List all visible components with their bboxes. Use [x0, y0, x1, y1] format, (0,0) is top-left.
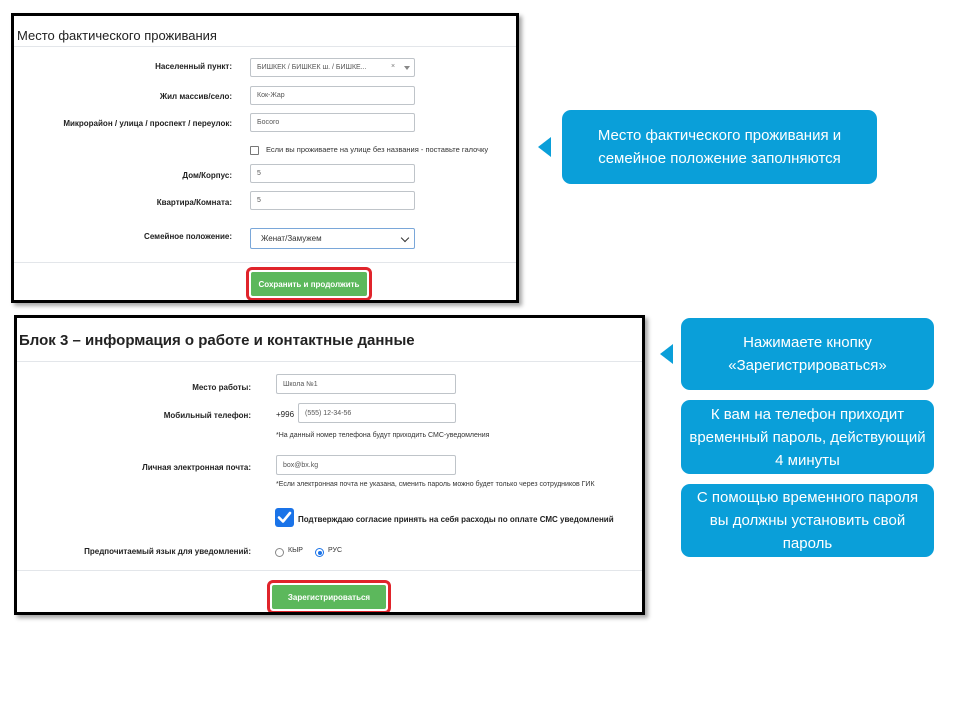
consent-label: Подтверждаю согласие принять на себя расходы по оплате СМС уведомлений [298, 515, 614, 524]
callout-register: Нажимаете кнопку «Зарегистрироваться» [681, 318, 934, 390]
block3-section-title: Блок 3 – информация о работе и контактные данные [19, 332, 415, 349]
street-input[interactable] [250, 113, 415, 132]
work-label: Место работы: [192, 383, 251, 392]
massiv-input[interactable] [250, 86, 415, 105]
contacts-form-screenshot [14, 315, 645, 615]
email-value: box@bx.kg [283, 461, 319, 469]
callout-residence: Место фактического проживания и семейное положение заполняются [562, 110, 877, 184]
marital-select[interactable] [250, 228, 415, 249]
divider [17, 361, 645, 362]
radio-rus[interactable] [315, 548, 324, 557]
street-label: Микрорайон / улица / проспект / переулок: [63, 119, 232, 128]
phone-label: Мобильный телефон: [163, 411, 251, 420]
clear-icon[interactable]: × [391, 63, 396, 70]
phone-input[interactable] [298, 403, 456, 423]
apartment-label: Квартира/Комната: [156, 198, 232, 207]
house-input[interactable] [250, 164, 415, 183]
consent-checkbox[interactable] [275, 508, 294, 527]
no-name-street-checkbox[interactable] [250, 146, 259, 155]
callout-temp-password: К вам на телефон приходит временный пароль, действующий 4 минуты [681, 400, 934, 474]
save-and-continue-button[interactable]: Сохранить и продолжить [251, 272, 367, 296]
marital-value: Женат/Замужем [261, 234, 322, 243]
locality-value: БИШКЕК / БИШКЕК ш. / БИШКЕ... [257, 64, 367, 71]
language-label: Предпочитаемый язык для уведомлений: [84, 547, 251, 556]
email-hint: *Если электронная почта не указана, сменить пароль можно будет только через сотрудников ГИК [276, 481, 595, 488]
marital-label: Семейное положение: [144, 232, 232, 241]
email-input[interactable] [276, 455, 456, 475]
checkmark-icon [275, 508, 294, 527]
house-value: 5 [257, 170, 261, 177]
street-value: Босого [257, 119, 280, 126]
divider [17, 570, 645, 571]
register-button[interactable]: Зарегистрироваться [272, 585, 386, 609]
locality-label: Населенный пункт: [155, 62, 232, 71]
radio-kyr-label: КЫР [288, 547, 303, 554]
residence-section-title: Место фактического проживания [17, 28, 217, 43]
apartment-value: 5 [257, 197, 261, 204]
massiv-label: Жил массив/село: [159, 92, 232, 101]
phone-hint: *На данный номер телефона будут приходить СМС-уведомления [276, 432, 490, 439]
callout-pointer [538, 137, 551, 157]
callout-set-password: С помощью временного пароля вы должны установить свой пароль [681, 484, 934, 557]
apartment-input[interactable] [250, 191, 415, 210]
radio-kyr[interactable] [275, 548, 284, 557]
callout-pointer [660, 344, 673, 364]
phone-value: (555) 12-34-56 [305, 409, 352, 417]
radio-rus-label: РУС [328, 547, 343, 554]
residence-form-screenshot [11, 13, 519, 303]
caret-down-icon [404, 66, 410, 70]
no-name-street-label: Если вы проживаете на улице без названия - поставьте галочку [266, 145, 489, 154]
work-input[interactable] [276, 374, 456, 394]
house-label: Дом/Корпус: [182, 171, 232, 180]
work-value: Школа №1 [283, 380, 318, 388]
email-label: Личная электронная почта: [142, 463, 251, 472]
massiv-value: Кок-Жар [257, 92, 285, 99]
divider [14, 46, 519, 47]
divider [14, 262, 519, 263]
phone-prefix: +996 [276, 410, 295, 419]
